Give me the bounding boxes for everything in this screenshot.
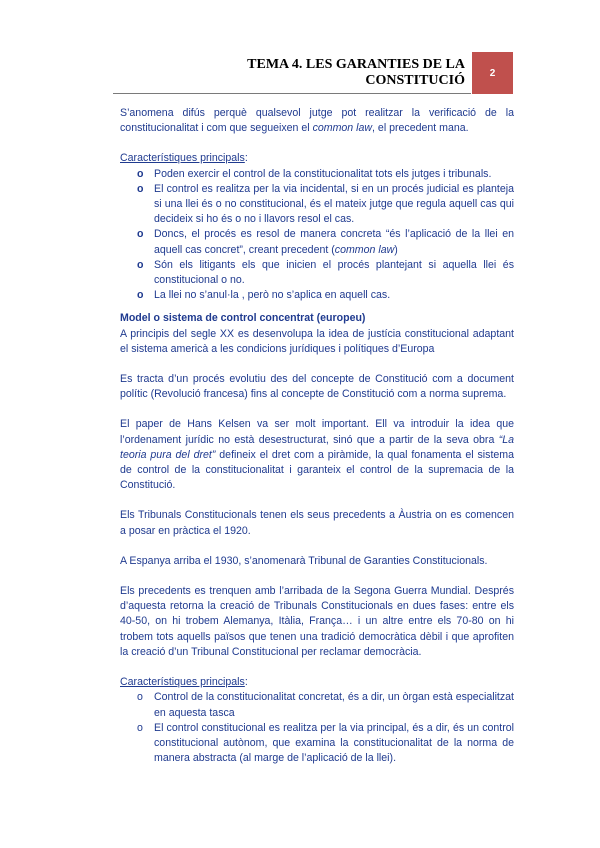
section2-heading-text: Característiques principals bbox=[120, 676, 245, 689]
model-heading: Model o sistema de control concentrat (europeu) bbox=[120, 312, 366, 325]
list-item bbox=[120, 258, 514, 288]
intro-italic: common law bbox=[312, 122, 373, 135]
bullet-icon: o bbox=[137, 691, 143, 704]
list-item-text: El control constitucional es realitza per la via principal, és a dir, és un control constitucional autònom, que examina la constitucionalitat de la norma de manera abstracta (al marge de l’aplicació de la llei). bbox=[154, 721, 514, 765]
page-number-badge bbox=[472, 52, 513, 94]
list-item-text: Doncs, el procés es resol de manera concreta “és l’aplicació de la llei en aquell cas concret”, creant precedent ( bbox=[154, 228, 514, 256]
list-item-text-end: ) bbox=[394, 243, 398, 256]
section1-heading-text: Característiques principals bbox=[120, 152, 245, 165]
bullet-icon: o bbox=[137, 182, 144, 195]
page-title bbox=[165, 57, 465, 89]
header-divider bbox=[113, 93, 471, 94]
model-p3-text-end: defineix el dret com a piràmide, la qual fonamenta el sistema de control de la constitucionalitat i garanteix el control de la supremacia de la Constitució. bbox=[120, 448, 515, 492]
title-line-1: TEMA 4. LES GARANTIES DE LA bbox=[247, 57, 465, 72]
list-item-text: Control de la constitucionalitat concretat, és a dir, un òrgan està especialitzat en aquesta tasca bbox=[154, 691, 514, 719]
list-item-text: Poden exercir el control de la constitucionalitat tots els jutges i tribunals. bbox=[154, 167, 492, 180]
model-paragraph-3 bbox=[120, 417, 514, 493]
bullet-icon: o bbox=[137, 721, 143, 734]
intro-text: S’anomena difús perquè qualsevol jutge pot realitzar la verificació de la constitucionalitat i com que segueixen el bbox=[120, 107, 514, 135]
page-number: 2 bbox=[489, 67, 496, 79]
list-item-italic: common law bbox=[334, 243, 395, 256]
bullet-icon: o bbox=[137, 258, 144, 271]
model-p3-text: El paper de Hans Kelsen va ser molt important. Ell va introduir la idea que l’ordenament jurídic no està desestructurat, sinó que a partir de la seva obra bbox=[120, 418, 514, 446]
intro-text-end: , el precedent mana. bbox=[372, 122, 469, 135]
bullet-icon: o bbox=[137, 289, 144, 302]
list-item bbox=[120, 721, 514, 767]
model-p3-italic: “La teoria pura del dret” bbox=[120, 433, 514, 461]
bullet-icon: o bbox=[137, 167, 144, 180]
document-body bbox=[120, 106, 514, 766]
list-item-text: Són els litigants els que inicien el procés plantejant si aquella llei és constitucional o no. bbox=[154, 258, 514, 287]
model-paragraph-2: Es tracta d’un procés evolutiu des del concepte de Constitució com a document polític (Revolució francesa) fins al concepte de Constitució com a norma suprema. bbox=[120, 373, 514, 401]
section2-heading-colon: : bbox=[244, 676, 248, 689]
model-paragraph-6: Els precedents es trenquen amb l’arribada de la Segona Guerra Mundial. Després d’aquesta retorna la creació de Tribunals Constitucionals en dues fases: entre els 40-50, on hi trobem Alemanya, Itàlia, França… i un altre entre els 70-80 on hi trobem tots aquells països que tenen una tradició democràtica dèbil i que aprofiten la creació d’un Tribunal Constitucional per reclamar democràcia. bbox=[120, 585, 514, 658]
list-item bbox=[120, 182, 514, 228]
model-paragraph-5: A Espanya arriba el 1930, s’anomenarà Tribunal de Garanties Constitucionals. bbox=[120, 554, 488, 567]
section2-list bbox=[120, 690, 514, 766]
bullet-icon: o bbox=[137, 228, 144, 241]
intro-paragraph bbox=[120, 106, 514, 136]
list-item-text: El control es realitza per la via incidental, si en un procés judicial es planteja si una llei és o no constitucional, és el mateix jutge que regula aquell cas qui decideix si ho és o no i llavors resol el cas. bbox=[154, 182, 514, 226]
section1-list bbox=[120, 167, 514, 304]
section2-heading bbox=[120, 675, 514, 690]
list-item bbox=[120, 690, 514, 720]
list-item bbox=[120, 167, 514, 182]
section1-heading-colon: : bbox=[244, 152, 248, 165]
section1-heading bbox=[120, 151, 514, 166]
title-line-2: CONSTITUCIÓ bbox=[365, 73, 465, 88]
model-paragraph-1: A principis del segle XX es desenvolupa la idea de justícia constitucional adaptant el sistema americà a les condicions jurídiques i polítiques d’Europa bbox=[120, 327, 514, 355]
list-item bbox=[120, 227, 514, 257]
list-item bbox=[120, 288, 514, 303]
list-item-text: La llei no s’anul·la , però no s’aplica en aquell cas. bbox=[154, 289, 391, 302]
model-paragraph-4: Els Tribunals Constitucionals tenen els seus precedents a Àustria on es comencen a posar en pràctica el 1920. bbox=[120, 509, 514, 537]
